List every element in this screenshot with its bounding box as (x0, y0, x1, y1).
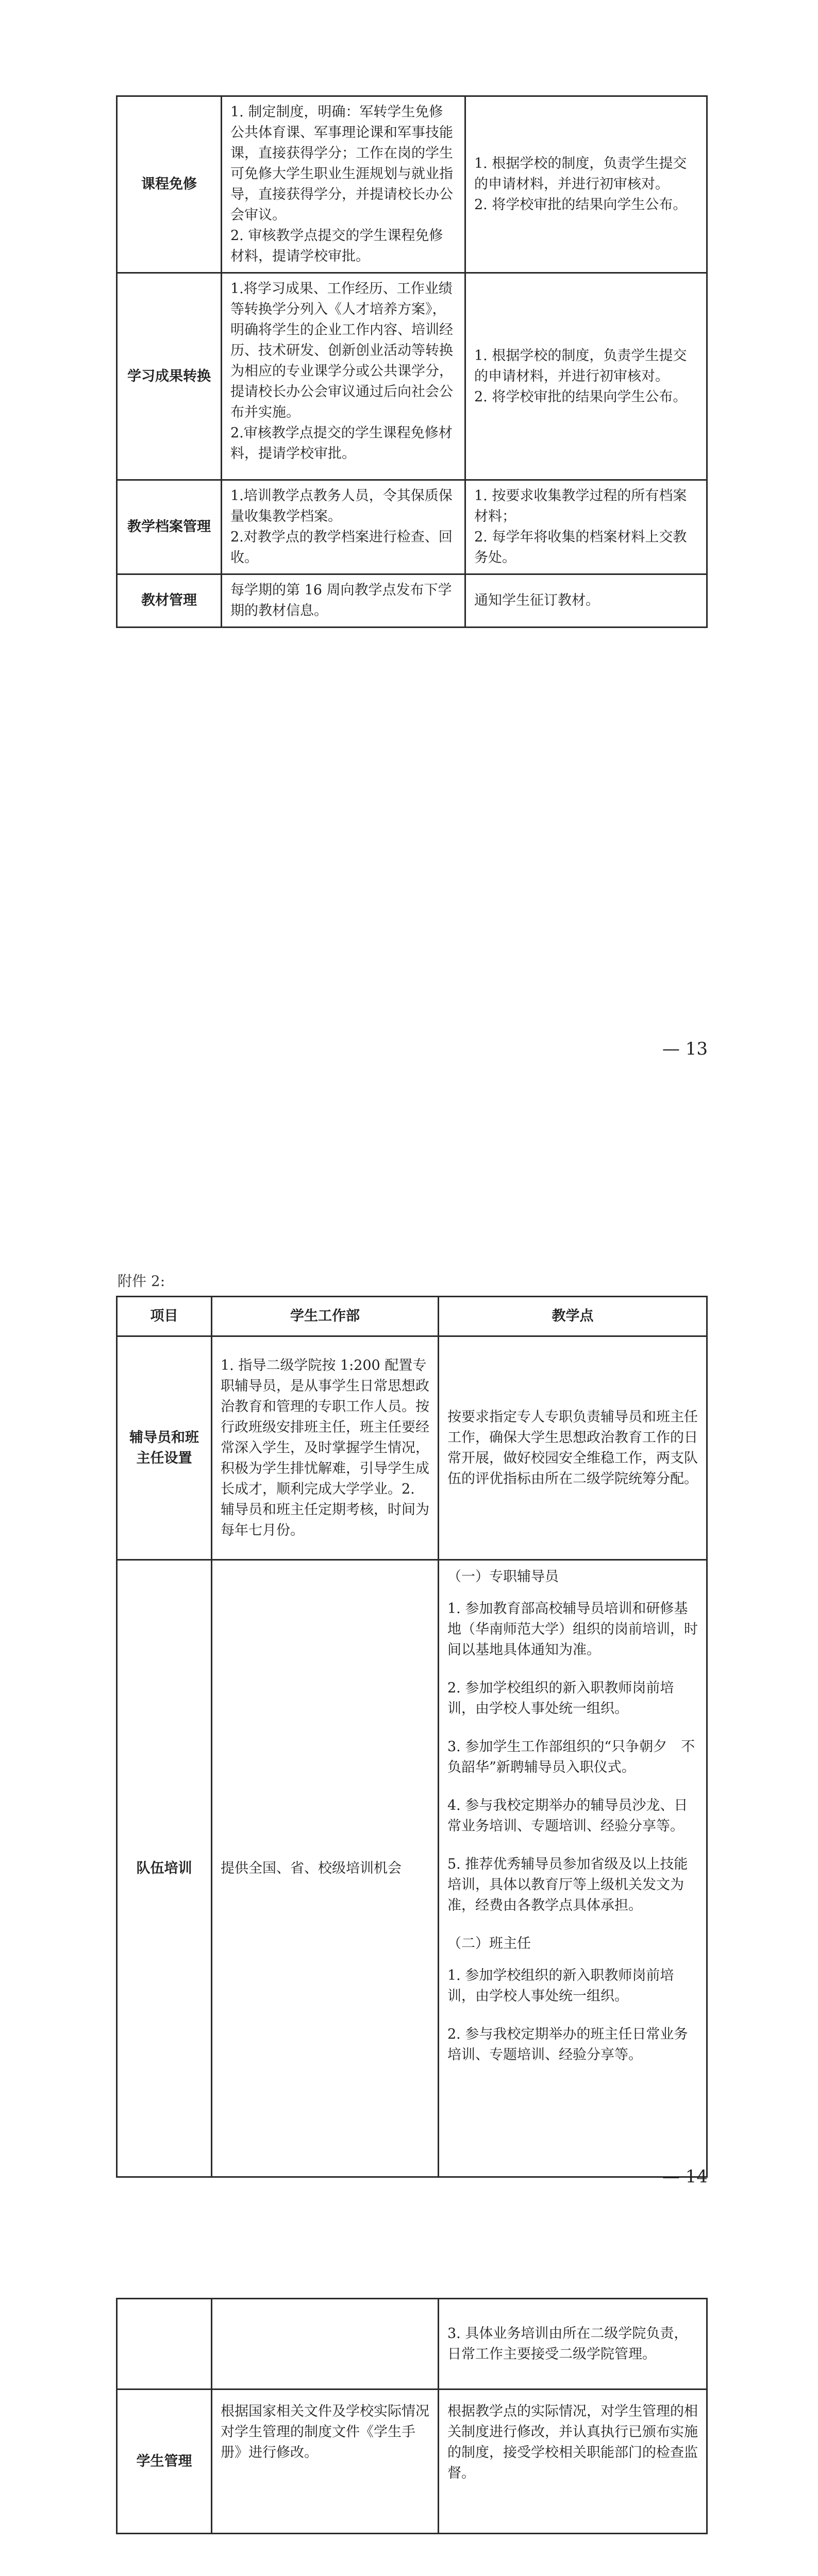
dept-cell: 1. 指导二级学院按 1:200 配置专职辅导员，是从事学生日常思想政治教育和管理的专职工作人员。按行政班级安排班主任，班主任要经常深入学生，及时掌握学生情况，积极为学生排忧解难，引导学生成长成才，顺利完成大学学业。2. 辅导员和班主任定期考核，时间为每年七月份。 (212, 1336, 439, 1560)
list-item: 3. 参加学生工作部组织的“只争朝夕 不负韶华”新聘辅导员入职仪式。 (447, 1739, 695, 1775)
table-row (117, 1336, 707, 1560)
table-header-row (117, 1297, 707, 1336)
dept-cell (212, 2299, 439, 2389)
dept-cell (222, 480, 465, 574)
list-item: 2. 参加学校组织的新入职教师岗前培训，由学校人事处统一组织。 (447, 1680, 674, 1717)
row-name: 课程免修 (117, 96, 222, 273)
point-text: 1. 按要求收集教学过程的所有档案材料； (474, 488, 687, 524)
section-heading: （一）专职辅导员 (447, 1569, 559, 1585)
point-cell: 3. 具体业务培训由所在二级学院负责，日常工作主要接受二级学院管理。 (439, 2299, 707, 2389)
duty-table-appendix-2-continued (116, 2298, 708, 2534)
table-row (117, 574, 707, 628)
appendix-label: 附件 2: (118, 1273, 165, 1290)
point-cell (465, 480, 707, 574)
list-item: 2. 参与我校定期举办的班主任日常业务培训、专题培训、经验分享等。 (447, 2026, 688, 2063)
list-item: 1. 参加学校组织的新入职教师岗前培训，由学校人事处统一组织。 (447, 1968, 674, 2004)
page-14 (0, 1149, 818, 2298)
page-number: — 13 (662, 1039, 708, 1059)
dept-text: 2.对教学点的教学档案进行检查、回收。 (230, 529, 453, 566)
dept-text: 2.审核教学点提交的学生课程免修材料，提请学校审批。 (230, 425, 453, 462)
table-row (117, 273, 707, 480)
row-name: 学习成果转换 (117, 273, 222, 480)
dept-text: 1.培训教学点教务人员，令其保质保量收集教学档案。 (230, 488, 453, 524)
table-row (117, 96, 707, 273)
page-15 (0, 2298, 818, 2576)
table-row (117, 1560, 707, 2177)
list-item: 1. 参加教育部高校辅导员培训和研修基地（华南师范大学）组织的岗前培训，时间以基地具体通知为准。 (447, 1601, 698, 1658)
dept-text: 每学期的第 16 周向教学点发布下学期的教材信息。 (230, 582, 452, 619)
page-13 (0, 0, 818, 1149)
point-text: 1. 根据学校的制度，负责学生提交的申请材料，并进行初审核对。 (474, 156, 687, 192)
duty-table-appendix-2 (116, 1296, 708, 2178)
point-cell (465, 273, 707, 480)
dept-text: 1.将学习成果、工作经历、工作业绩等转换学分列入《人才培养方案》，明确将学生的企业工作内容、培训经历、技术研发、创新创业活动等转换为相应的专业课学分或公共课学分，提请校长办公会审议通过后向社会公布并实施。 (230, 281, 453, 420)
row-name: 教学档案管理 (117, 480, 222, 574)
page-number: — 14 (662, 2166, 708, 2187)
dept-text: 1. 制定制度，明确：军转学生免修公共体育课、军事理论课和军事技能课，直接获得学分；工作在岗的学生可免修大学生职业生涯规划与就业指导，直接获得学分，并提请校长办公会审议。 (230, 104, 453, 223)
list-item: 5. 推荐优秀辅导员参加省级及以上技能培训，具体以教育厅等上级机关发文为准，经费由各教学点具体承担。 (447, 1856, 688, 1913)
row-name: 学生管理 (117, 2389, 212, 2534)
table-row (117, 480, 707, 574)
table-row (117, 2299, 707, 2389)
header-student-affairs: 学生工作部 (212, 1297, 439, 1336)
point-text: 1. 根据学校的制度，负责学生提交的申请材料，并进行初审核对。 (474, 347, 687, 384)
header-teaching-point: 教学点 (439, 1297, 707, 1336)
dept-cell (222, 574, 465, 628)
table-row (117, 2389, 707, 2534)
point-text: 通知学生征订教材。 (474, 592, 599, 608)
point-cell (465, 96, 707, 273)
point-cell: 按要求指定专人专职负责辅导员和班主任工作，确保大学生思想政治教育工作的日常开展，做好校园安全维稳工作，两支队伍的评优指标由所在二级学院统筹分配。 (439, 1336, 707, 1560)
point-text: 2. 将学校审批的结果向学生公布。 (474, 388, 687, 405)
section-heading: （二）班主任 (447, 1936, 531, 1952)
point-cell (439, 1560, 707, 2177)
point-cell: 根据教学点的实际情况，对学生管理的相关制度进行修改，并认真执行已颁布实施的制度，接受学校相关职能部门的检查监督。 (439, 2389, 707, 2534)
row-name (117, 2299, 212, 2389)
dept-cell (222, 96, 465, 273)
header-project: 项目 (117, 1297, 212, 1336)
dept-cell (222, 273, 465, 480)
list-item: 4. 参与我校定期举办的辅导员沙龙、日常业务培训、专题培训、经验分享等。 (447, 1798, 688, 1834)
dept-text: 2. 审核教学点提交的学生课程免修材料，提请学校审批。 (230, 228, 443, 264)
row-name: 辅导员和班主任设置 (117, 1336, 212, 1560)
point-text: 2. 每学年将收集的档案材料上交教务处。 (474, 529, 687, 566)
point-cell (465, 574, 707, 628)
dept-cell: 根据国家相关文件及学校实际情况对学生管理的制度文件《学生手册》进行修改。 (212, 2389, 439, 2534)
row-name: 教材管理 (117, 574, 222, 628)
dept-cell: 提供全国、省、校级培训机会 (212, 1560, 439, 2177)
duty-table-continued (116, 95, 708, 628)
row-name: 队伍培训 (117, 1560, 212, 2177)
point-text: 2. 将学校审批的结果向学生公布。 (474, 197, 687, 213)
